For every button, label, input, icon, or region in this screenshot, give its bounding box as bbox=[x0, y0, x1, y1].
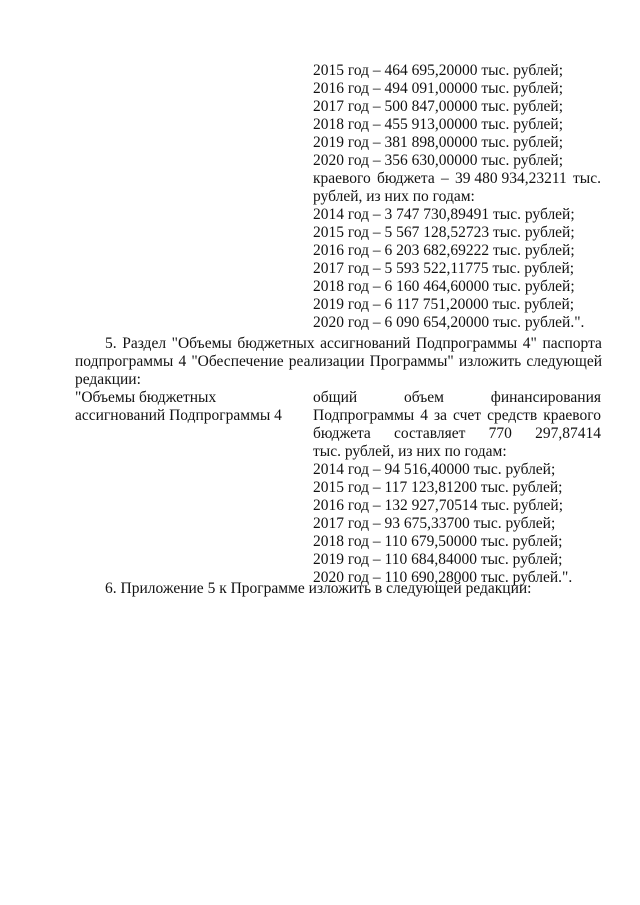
passport-year-line: 2018 год – 110 679,50000 тыс. рублей; bbox=[313, 533, 563, 550]
year-line: 2020 год – 356 630,00000 тыс. рублей; bbox=[313, 152, 564, 169]
regional-year-line: 2015 год – 5 567 128,52723 тыс. рублей; bbox=[313, 224, 575, 241]
section-5-line-2: подпрограммы 4 "Обеспечение реализации Программы" изложить следующей bbox=[75, 353, 602, 370]
year-line: 2015 год – 464 695,20000 тыс. рублей; bbox=[313, 62, 564, 79]
passport-right-line-4: тыс. рублей, из них по годам: bbox=[313, 443, 507, 460]
section-5-line-3: редакции: bbox=[75, 371, 141, 388]
section-5-line-1: 5. Раздел "Объемы бюджетных ассигнований Подпрограммы 4" паспорта bbox=[105, 335, 602, 352]
regional-year-line: 2016 год – 6 203 682,69222 тыс. рублей; bbox=[313, 242, 575, 259]
year-line: 2018 год – 455 913,00000 тыс. рублей; bbox=[313, 116, 564, 133]
year-line: 2016 год – 494 091,00000 тыс. рублей; bbox=[313, 80, 564, 97]
regional-budget-total: краевого бюджета – 39 480 934,23211 тыс. bbox=[313, 170, 601, 187]
passport-year-line: 2017 год – 93 675,33700 тыс. рублей; bbox=[313, 515, 556, 532]
passport-year-line: 2014 год – 94 516,40000 тыс. рублей; bbox=[313, 461, 556, 478]
passport-year-line: 2019 год – 110 684,84000 тыс. рублей; bbox=[313, 551, 563, 568]
section-6-paragraph: 6. Приложение 5 к Программе изложить в следующей редакции: bbox=[105, 580, 532, 597]
passport-year-line: 2020 год – 110 690,28000 тыс. рублей.". bbox=[313, 569, 573, 586]
regional-budget-tail: рублей, из них по годам: bbox=[313, 188, 475, 205]
regional-year-line: 2020 год – 6 090 654,20000 тыс. рублей.". bbox=[313, 314, 585, 331]
passport-year-line: 2015 год – 117 123,81200 тыс. рублей; bbox=[313, 479, 563, 496]
passport-left-label-1: "Объемы бюджетных bbox=[75, 389, 217, 406]
passport-right-line-1: общий объем финансирования bbox=[313, 389, 601, 406]
regional-year-line: 2018 год – 6 160 464,60000 тыс. рублей; bbox=[313, 278, 575, 295]
regional-year-line: 2014 год – 3 747 730,89491 тыс. рублей; bbox=[313, 206, 575, 223]
passport-year-line: 2016 год – 132 927,70514 тыс. рублей; bbox=[313, 497, 564, 514]
passport-right-line-2: Подпрограммы 4 за счет средств краевого bbox=[313, 407, 601, 424]
regional-year-line: 2019 год – 6 117 751,20000 тыс. рублей; bbox=[313, 296, 575, 313]
passport-left-label-2: ассигнований Подпрограммы 4 bbox=[75, 407, 282, 424]
passport-right-line-3: бюджета составляет 770 297,87414 bbox=[313, 425, 601, 442]
year-line: 2019 год – 381 898,00000 тыс. рублей; bbox=[313, 134, 564, 151]
regional-year-line: 2017 год – 5 593 522,11775 тыс. рублей; bbox=[313, 260, 575, 277]
year-line: 2017 год – 500 847,00000 тыс. рублей; bbox=[313, 98, 564, 115]
